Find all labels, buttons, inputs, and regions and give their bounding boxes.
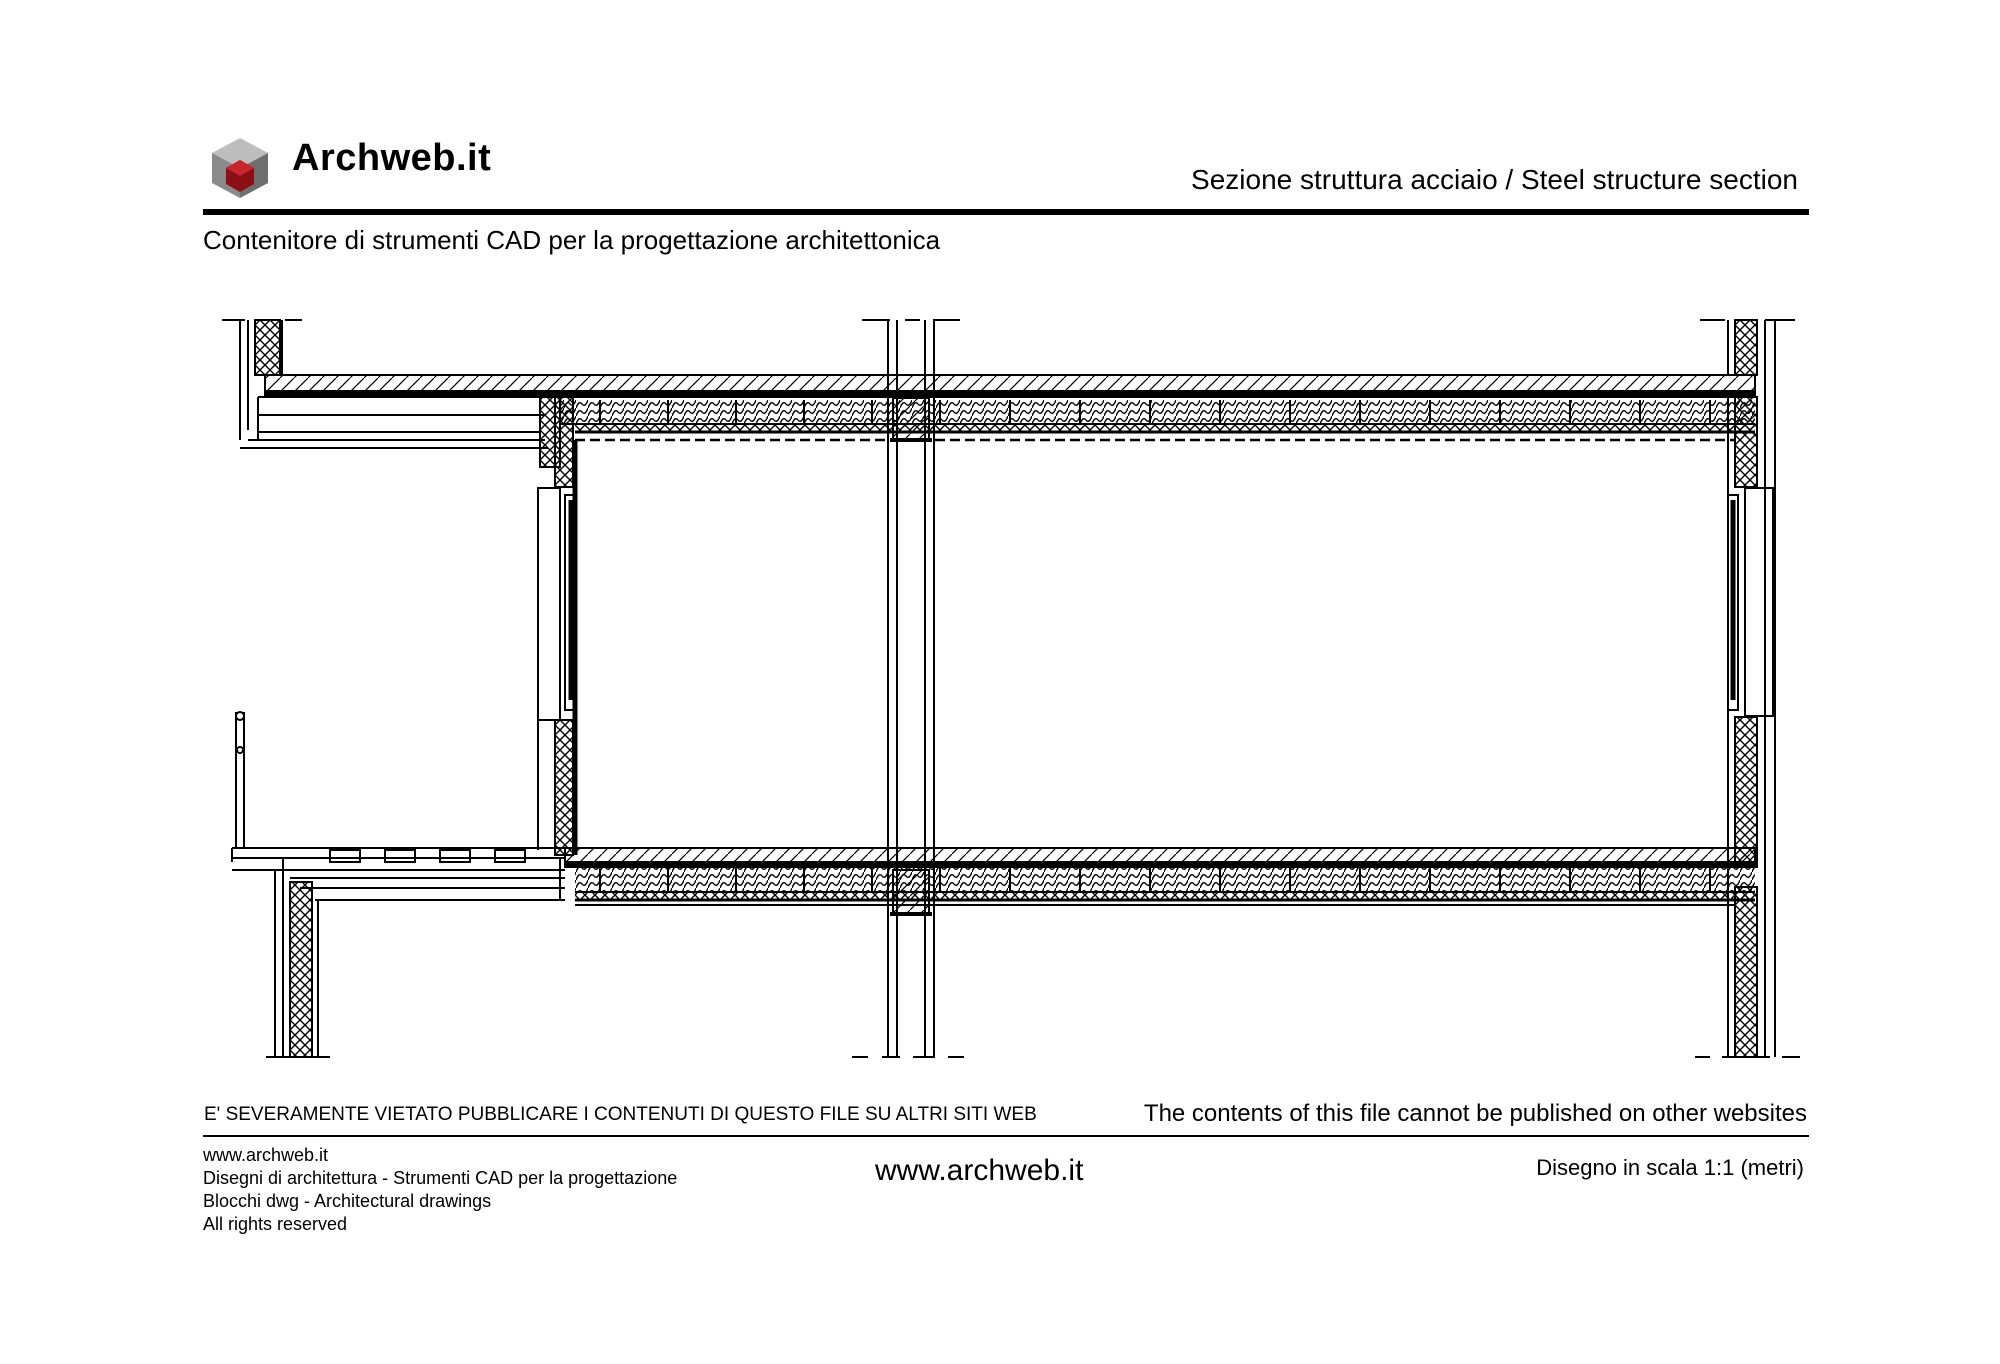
warning-english: The contents of this file cannot be published on other websites	[1143, 1100, 1807, 1127]
drawing-linework	[222, 320, 1800, 1057]
footer-rule	[203, 1135, 1809, 1137]
page-subtitle: Contenitore di strumenti CAD per la progettazione architettonica	[203, 225, 941, 255]
footer-line: Disegni di architettura - Strumenti CAD per la progettazione	[203, 1168, 678, 1188]
page-title: Sezione struttura acciaio / Steel structure section	[1191, 164, 1798, 195]
footer-line: www.archweb.it	[203, 1145, 329, 1165]
warning-italian: E' SEVERAMENTE VIETATO PUBBLICARE I CONTENUTI DI QUESTO FILE SU ALTRI SITI WEB	[204, 1104, 1037, 1125]
footer-line: Blocchi dwg - Architectural drawings	[203, 1191, 492, 1211]
footer-credits	[203, 1144, 677, 1236]
logo-text: Archweb.it	[292, 137, 492, 179]
footer-line: All rights reserved	[203, 1214, 348, 1234]
footer-url: www.archweb.it	[875, 1154, 1084, 1187]
scale-note: Disegno in scala 1:1 (metri)	[1536, 1155, 1804, 1180]
